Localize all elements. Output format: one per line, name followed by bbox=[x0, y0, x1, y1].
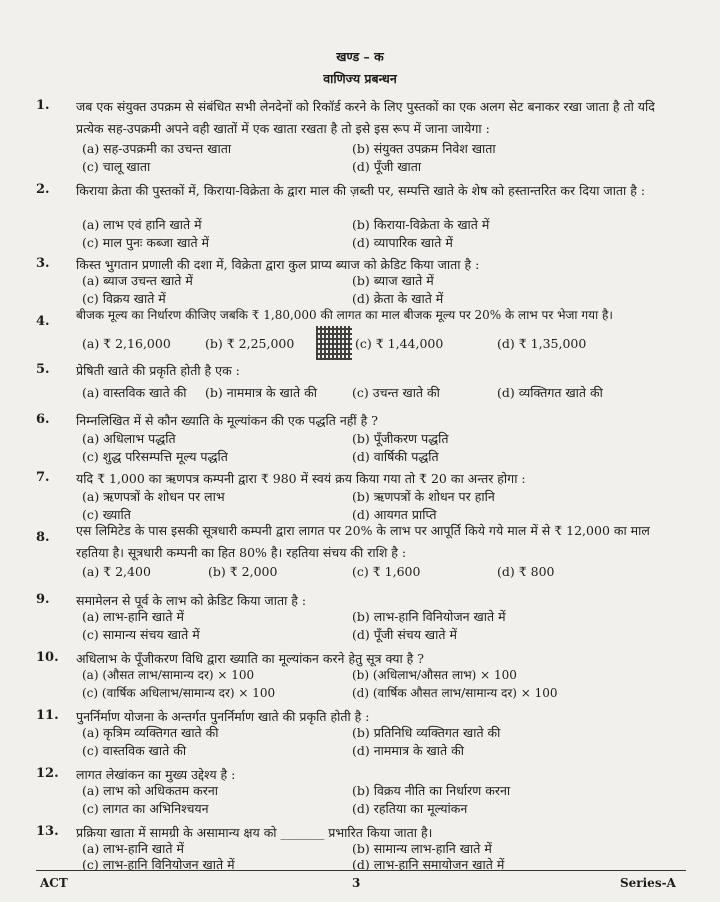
option-c: (c) विक्रय खाते में bbox=[82, 291, 166, 306]
question-number: 7. bbox=[36, 470, 50, 485]
question-text: बीजक मूल्य का निर्धारण कीजिए जबकि ₹ 1,80,000 की लागत का माल बीजक मूल्य पर 20% के लाभ पर भेजा गया है। bbox=[76, 308, 613, 322]
option-c: (c) उचन्त खाते की bbox=[352, 385, 440, 400]
option-a: (a) वास्तविक खाते की bbox=[82, 385, 187, 400]
footer-divider bbox=[36, 870, 686, 871]
question-number: 5. bbox=[36, 362, 50, 377]
question-number: 1. bbox=[36, 98, 50, 113]
option-d: (d) ₹ 1,35,000 bbox=[497, 336, 587, 351]
question-text: लागत लेखांकन का मुख्य उद्देश्य है : bbox=[76, 767, 236, 782]
option-b: (b) संयुक्त उपक्रम निवेश खाता bbox=[352, 141, 496, 156]
question-text: एस लिमिटेड के पास इसकी सूत्रधारी कम्पनी द्वारा लागत पर 20% के लाभ पर आपूर्ति किये गये माल में से ₹ 12,000 का माल रहतिया है। सूत्रधारी कम्पनी का हित 80% है। रहतिया संचय की राशि है : bbox=[76, 523, 650, 560]
option-c: (c) सामान्य संचय खाते में bbox=[82, 627, 200, 642]
option-a: (a) लाभ-हानि खाते में bbox=[82, 609, 184, 624]
option-d: (d) नाममात्र के खाते की bbox=[352, 743, 464, 758]
option-a: (a) (औसत लाभ/सामान्य दर) × 100 bbox=[82, 668, 255, 682]
section-title: खण्ड – क bbox=[336, 49, 384, 64]
option-b: (b) ₹ 2,25,000 bbox=[205, 336, 295, 351]
option-c: (c) लागत का अभिनिश्चयन bbox=[82, 801, 209, 816]
option-d: (d) क्रेता के खाते में bbox=[352, 291, 444, 306]
footer-code: ACT bbox=[40, 876, 68, 890]
option-d: (d) व्यक्तिगत खाते की bbox=[497, 385, 603, 400]
question-number: 11. bbox=[36, 708, 59, 723]
option-c: (c) ₹ 1,600 bbox=[352, 564, 421, 579]
option-b: (b) विक्रय नीति का निर्धारण करना bbox=[352, 783, 511, 798]
question-number: 13. bbox=[36, 824, 59, 839]
option-a: (a) ऋणपत्रों के शोधन पर लाभ bbox=[82, 489, 225, 504]
question-number: 8. bbox=[36, 530, 50, 545]
option-b: (b) ब्याज खाते में bbox=[352, 273, 434, 288]
question-text: पुनर्निर्माण योजना के अन्तर्गत पुनर्निर्माण खाते की प्रकृति होती है : bbox=[76, 709, 370, 724]
option-b: (b) ₹ 2,000 bbox=[208, 564, 278, 579]
option-c: (c) लाभ-हानि विनियोजन खाते में bbox=[82, 857, 235, 872]
question-number: 2. bbox=[36, 182, 50, 197]
option-b: (b) ऋणपत्रों के शोधन पर हानि bbox=[352, 489, 495, 504]
option-b: (b) प्रतिनिधि व्यक्तिगत खाते की bbox=[352, 725, 501, 740]
option-a: (a) कृत्रिम व्यक्तिगत खाते की bbox=[82, 725, 219, 740]
option-a: (a) ₹ 2,16,000 bbox=[82, 336, 171, 351]
question-text: किस्त भुगतान प्रणाली की दशा में, विक्रेता द्वारा कुल प्राप्य ब्याज को क्रेडिट किया जाता है : bbox=[76, 257, 480, 272]
option-b: (b) (अधिलाभ/औसत लाभ) × 100 bbox=[352, 668, 517, 682]
option-c: (c) (वार्षिक अधिलाभ/सामान्य दर) × 100 bbox=[82, 686, 276, 700]
option-a: (a) ब्याज उचन्त खाते में bbox=[82, 273, 193, 288]
question-text: अधिलाभ के पूँजीकरण विधि द्वारा ख्याति का मूल्यांकन करने हेतु सूत्र क्या है ? bbox=[76, 651, 424, 666]
option-d: (d) पूँजी खाता bbox=[352, 159, 422, 174]
option-d: (d) (वार्षिक औसत लाभ/सामान्य दर) × 100 bbox=[352, 686, 558, 700]
option-c: (c) शुद्ध परिसम्पत्ति मूल्य पद्धति bbox=[82, 449, 228, 464]
option-a: (a) ₹ 2,400 bbox=[82, 564, 151, 579]
option-d: (d) लाभ-हानि समायोजन खाते में bbox=[352, 857, 505, 872]
option-a: (a) लाभ-हानि खाते में bbox=[82, 841, 184, 856]
option-d: (d) पूँजी संचय खाते में bbox=[352, 627, 457, 642]
question-number: 6. bbox=[36, 412, 50, 427]
option-b: (b) लाभ-हानि विनियोजन खाते में bbox=[352, 609, 506, 624]
option-a: (a) लाभ को अधिकतम करना bbox=[82, 783, 218, 798]
option-b: (b) पूँजीकरण पद्धति bbox=[352, 431, 449, 446]
question-text: प्रक्रिया खाता में सामग्री के असामान्य क्षय को _______ प्रभारित किया जाता है। bbox=[76, 825, 433, 840]
option-c: (c) माल पुनः कब्जा खाते में bbox=[82, 235, 210, 250]
option-d: (d) ₹ 800 bbox=[497, 564, 555, 579]
question-text: निम्नलिखित में से कौन ख्याति के मूल्यांकन की एक पद्धति नहीं है ? bbox=[76, 413, 378, 428]
option-d: (d) रहतिया का मूल्यांकन bbox=[352, 801, 468, 816]
option-c: (c) ₹ 1,44,000 bbox=[355, 336, 444, 351]
question-number: 9. bbox=[36, 592, 50, 607]
option-d: (d) आयगत प्राप्ति bbox=[352, 507, 437, 522]
question-number: 3. bbox=[36, 256, 50, 271]
question-text: यदि ₹ 1,000 का ऋणपत्र कम्पनी द्वारा ₹ 980 में स्वयं क्रय किया गया तो ₹ 20 का अन्तर होगा : bbox=[76, 471, 526, 486]
option-c: (c) चालू खाता bbox=[82, 159, 151, 174]
option-d: (d) वार्षिकी पद्धति bbox=[352, 449, 439, 464]
subject-title: वाणिज्य प्रबन्धन bbox=[323, 71, 397, 86]
qr-code-icon bbox=[316, 326, 352, 360]
question-number: 10. bbox=[36, 650, 59, 665]
question-text: समामेलन से पूर्व के लाभ को क्रेडिट किया जाता है : bbox=[76, 593, 307, 608]
option-b: (b) किराया-विक्रेता के खाते में bbox=[352, 217, 490, 232]
question-text: प्रेषिती खाते की प्रकृति होती है एक : bbox=[76, 363, 240, 378]
question-text: किराया क्रेता की पुस्तकों में, किराया-विक्रेता के द्वारा माल की ज़ब्ती पर, सम्पत्ति खाते के शेष को हस्तान्तरित कर दिया जाता है : bbox=[76, 183, 646, 198]
question-number: 12. bbox=[36, 766, 59, 781]
option-c: (c) ख्याति bbox=[82, 507, 131, 522]
question-number: 4. bbox=[36, 314, 50, 329]
option-a: (a) लाभ एवं हानि खाते में bbox=[82, 217, 202, 232]
option-c: (c) वास्तविक खाते की bbox=[82, 743, 187, 758]
option-b: (b) नाममात्र के खाते की bbox=[205, 385, 317, 400]
option-a: (a) अधिलाभ पद्धति bbox=[82, 431, 176, 446]
page-number: 3 bbox=[352, 876, 361, 890]
question-text: जब एक संयुक्त उपक्रम से संबंधित सभी लेनदेनों को रिकॉर्ड करने के लिए पुस्तकों का एक अलग सेट बनाकर रखा जाता है तो यदि प्रत्येक सह-उपक्रमी अपने वही खातों में एक खाता रखता है तो इसे इस रूप में जाना जायेगा : bbox=[76, 99, 655, 136]
option-b: (b) सामान्य लाभ-हानि खाते में bbox=[352, 841, 492, 856]
option-a: (a) सह-उपक्रमी का उचन्त खाता bbox=[82, 141, 232, 156]
series-label: Series-A bbox=[620, 876, 676, 890]
option-d: (d) व्यापारिक खाते में bbox=[352, 235, 453, 250]
